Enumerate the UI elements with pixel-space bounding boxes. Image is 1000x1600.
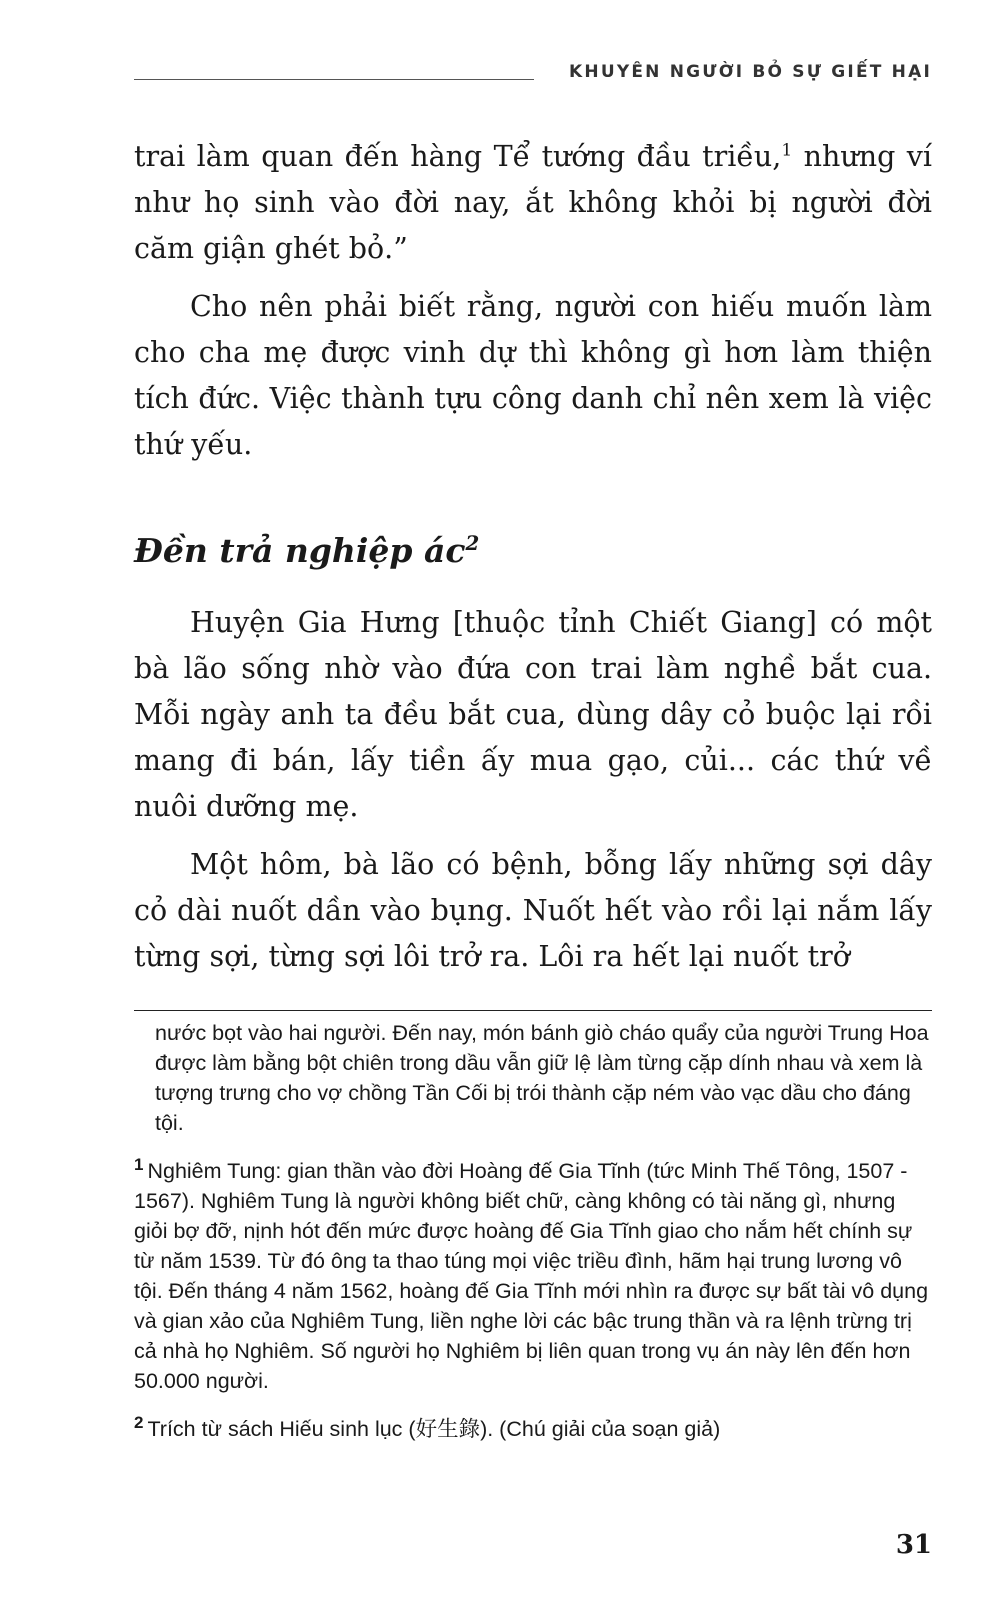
paragraph-1 — [134, 134, 932, 272]
paragraph-1-text: trai làm quan đến hàng Tể tướng đầu triều, — [134, 140, 782, 173]
footnote-rule — [134, 1010, 932, 1011]
footnote-1-text: Nghiêm Tung: gian thần vào đời Hoàng đế Gia Tĩnh (tức Minh Thế Tông, 1507 - 1567). Nghiêm Tung là người không biết chữ, càng không có tài năng gì, nhưng giỏi bợ đỡ, nịnh hót đến mức được hoàng đế Gia Tĩnh giao cho nắm hết chính sự từ năm 1539. Từ đó ông ta thao túng mọi việc triều đình, hãm hại trung lương vô tội. Đến tháng 4 năm 1562, hoàng đế Gia Tĩnh mới nhìn ra được sự bất tài vô dụng và gian xảo của Nghiêm Tung, liền nghe lời các bậc trung thần và ra lệnh trừng trị cả nhà họ Nghiêm. Số người họ Nghiêm bị liên quan trong vụ án này lên đến hơn 50.000 người. — [134, 1159, 929, 1393]
paragraph-4: Một hôm, bà lão có bệnh, bỗng lấy những sợi dây cỏ dài nuốt dần vào bụng. Nuốt hết vào rồi lại nắm lấy từng sợi, từng sợi lôi trở ra. Lôi ra hết lại nuốt trở — [134, 848, 932, 973]
main-text — [134, 134, 932, 992]
footnotes — [134, 1018, 932, 1462]
footnote-ref-1: 1 — [781, 140, 793, 161]
footnote-2-text: Trích từ sách Hiếu sinh lục (好生錄). (Chú giải của soạn giả) — [147, 1417, 721, 1441]
running-head: KHUYÊN NGƯỜI BỎ SỰ GIẾT HẠI — [569, 62, 932, 82]
paragraph-2: Cho nên phải biết rằng, người con hiếu muốn làm cho cha mẹ được vinh dự thì không gì hơn làm thiện tích đức. Việc thành tựu công danh chỉ nên xem là việc thứ yếu. — [134, 290, 932, 461]
footnote-2 — [134, 1414, 932, 1444]
section-title-text: Đền trả nghiệp ác — [134, 531, 466, 570]
paragraph-3: Huyện Gia Hưng [thuộc tỉnh Chiết Giang] có một bà lão sống nhờ vào đứa con trai làm nghề bắt cua. Mỗi ngày anh ta đều bắt cua, dùng dây cỏ buộc lại rồi mang đi bán, lấy tiền ấy mua gạo, củi... các thứ về nuôi dưỡng mẹ. — [134, 606, 932, 823]
header-rule — [134, 79, 534, 80]
footnote-2-number: 2 — [134, 1412, 144, 1432]
section-title — [134, 528, 932, 574]
page-header — [134, 62, 932, 88]
page-number: 31 — [895, 1530, 932, 1560]
paragraph-1-text-after: nhưng ví như họ sinh vào đời nay, ắt không khỏi bị người đời căm giận ghét bỏ.” — [134, 140, 932, 265]
footnote-1 — [134, 1156, 932, 1396]
footnote-continued: nước bọt vào hai người. Đến nay, món bánh giò cháo quẩy của người Trung Hoa được làm bằng bột chiên trong dầu vẫn giữ lệ làm từng cặp dính nhau và xem là tượng trưng cho vợ chồng Tần Cối bị trói thành cặp ném vào vạc dầu cho đáng tội. — [155, 1021, 929, 1135]
footnote-ref-2: 2 — [465, 531, 480, 555]
footnote-1-number: 1 — [134, 1154, 144, 1174]
